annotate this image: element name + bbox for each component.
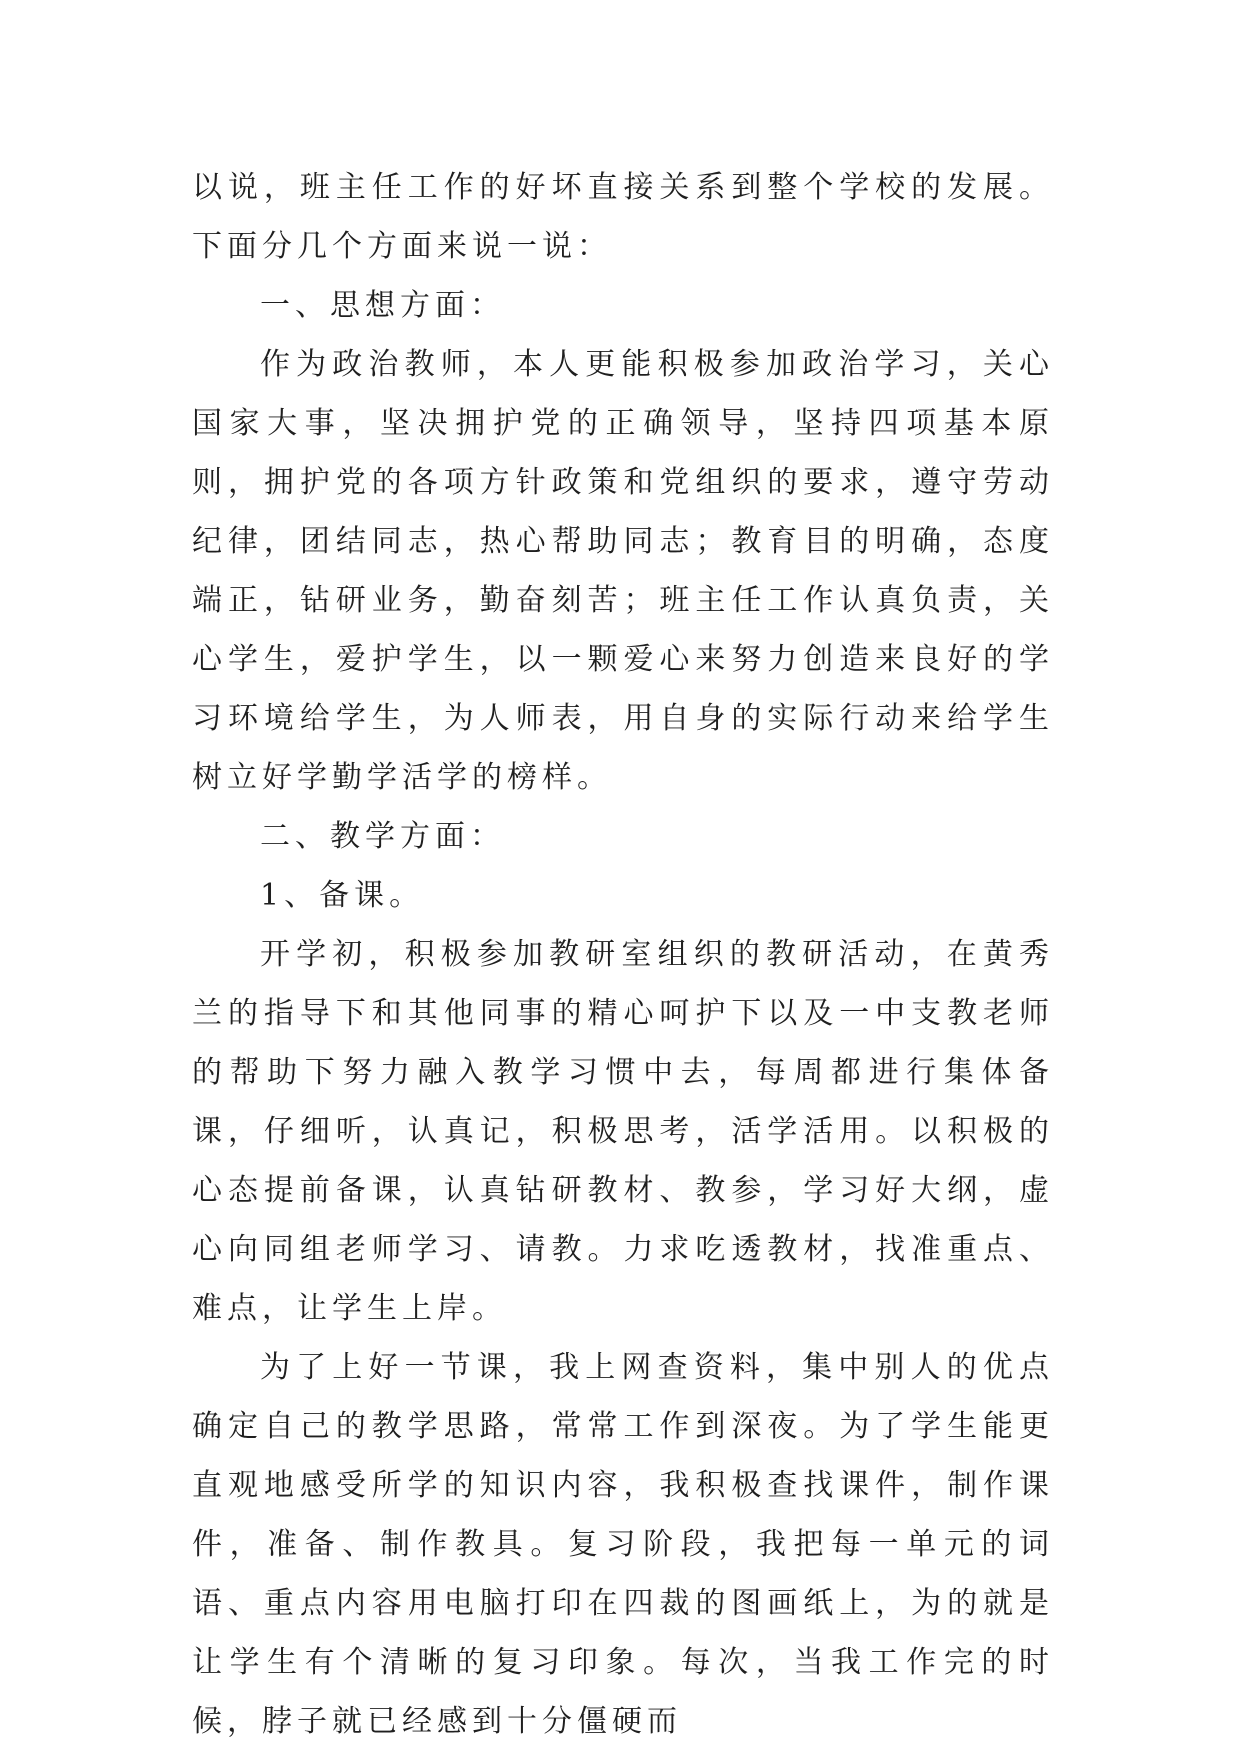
paragraph-continuation: 以说，班主任工作的好坏直接关系到整个学校的发展。下面分几个方面来说一说： [192,170,1054,264]
heading-ideology: 一、思想方面： [260,288,505,323]
paragraph-preparation-effort: 为了上好一节课，我上网查资料，集中别人的优点确定自己的教学思路，常常工作到深夜。为了学生能更直观地感受所学的知识内容，我积极查找课件，制作课件，准备、制作教具。复习阶段，我把每一单元的词语、重点内容用电脑打印在四裁的图画纸上，为的就是让学生有个清晰的复习印象。每次，当我工作完的时候，脖子就已经感到十分僵硬而 [192,1350,1054,1739]
heading-teaching: 二、教学方面： [260,819,505,854]
paragraph-ideology: 作为政治教师，本人更能积极参加政治学习，关心国家大事，坚决拥护党的正确领导，坚持四项基本原则，拥护党的各项方针政策和党组织的要求，遵守劳动纪律，团结同志，热心帮助同志；教育目的明确，态度端正，钻研业务，勤奋刻苦；班主任工作认真负责，关心学生，爱护学生，以一颗爱心来努力创造来良好的学习环境给学生，为人师表，用自身的实际行动来给学生树立好学勤学活学的榜样。 [192,347,1054,795]
subheading-lesson-prep: 1、备课。 [260,878,425,913]
paragraph-lesson-prep: 开学初，积极参加教研室组织的教研活动，在黄秀兰的指导下和其他同事的精心呵护下以及一中支教老师的帮助下努力融入教学习惯中去，每周都进行集体备课，仔细听，认真记，积极思考，活学活用。以积极的心态提前备课，认真钻研教材、教参，学习好大纲，虚心向同组老师学习、请教。力求吃透教材，找准重点、难点，让学生上岸。 [192,937,1054,1326]
document-body [192,158,1054,1751]
